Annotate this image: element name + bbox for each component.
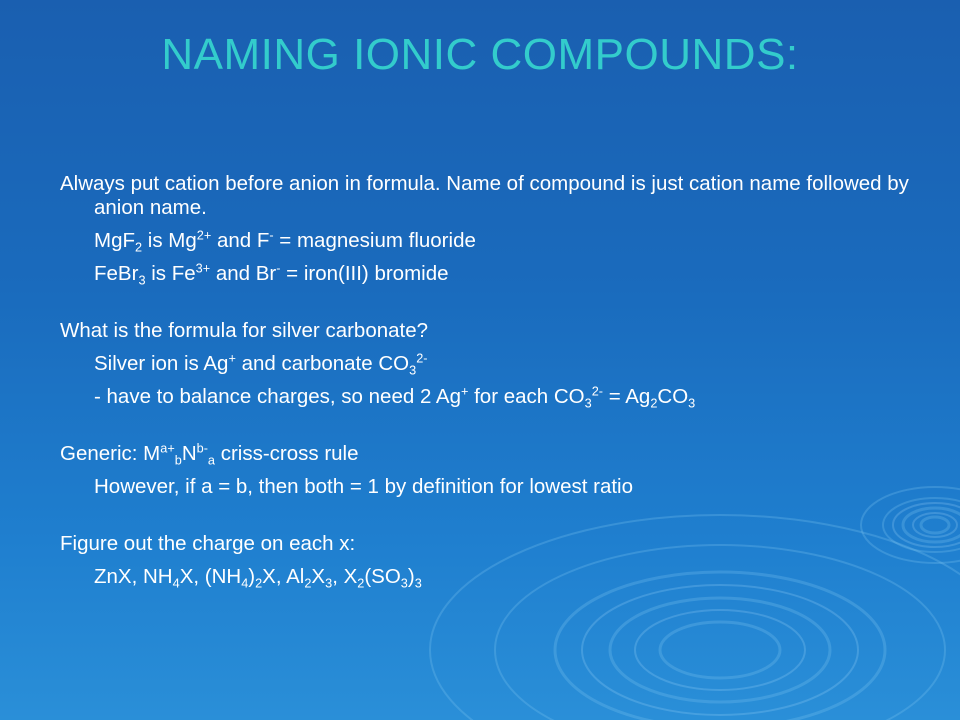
example-febr3: FeBr$_3$ is $Fe^{3+}$ and Br- = iron(III) bromide [94, 260, 449, 288]
slide-body [60, 172, 920, 589]
intro-text: Always put cation before anion in formula. Name of compound is just cation name followed by anion name. [60, 172, 909, 219]
silver-ion-line: Silver ion is Ag+ and carbonate $CO_3^{2-}$ [94, 350, 428, 378]
example-mgf2: MgF$_2$ is $Mg^{2+}$ and F- = magnesium fluoride [94, 227, 476, 255]
formula-list-line: ZnX, $NH_4X$, $(NH_4)_2X$, $Al_2X_3$, $X_2(SO_3)_3$ [94, 565, 422, 591]
balance-charges-line: - have to balance charges, so need 2 Ag+ for each $CO_3^{2-} = Ag_2CO_3$ [94, 383, 696, 411]
question-charge: Figure out the charge on each x: [60, 532, 356, 555]
lowest-ratio-line: However, if a = b, then both = 1 by definition for lowest ratio [94, 475, 634, 498]
generic-rule-line: Generic: $M^{a+}_bN^{b-}_a$ criss-cross rule [60, 440, 359, 468]
slide-title: NAMING IONIC COMPOUNDS: [161, 30, 799, 79]
question-silver-carbonate: What is the formula for silver carbonate? [60, 319, 429, 342]
